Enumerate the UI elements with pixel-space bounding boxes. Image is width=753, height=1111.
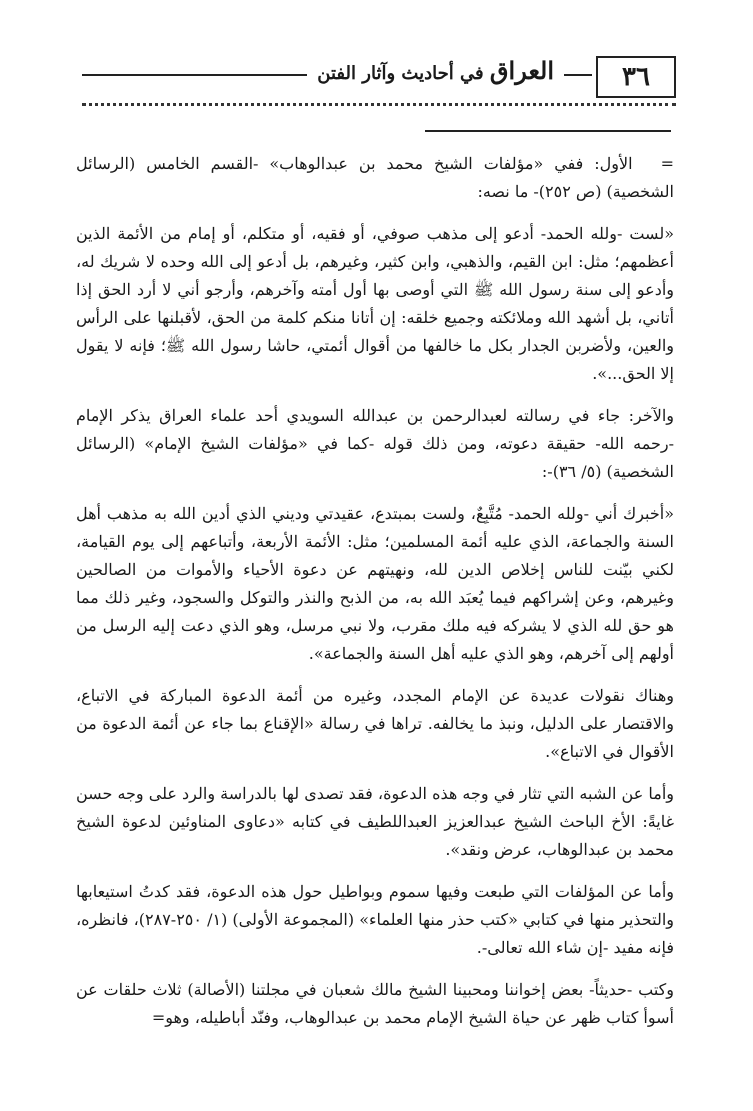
book-title xyxy=(307,56,564,85)
page-number: ٣٦ xyxy=(622,62,650,92)
paragraph: وكتب -حديثاً- بعض إخواننا ومحبينا الشيخ مالك شعبان في مجلتنا (الأصالة) ثلاث حلقات عن أسوأ كتاب ظهر عن حياة الشيخ الإمام محمد بن عبدالوهاب، وفنّد أباطيله، وهو= xyxy=(76,980,674,1027)
running-header xyxy=(82,52,676,102)
continuation-marker: = xyxy=(660,154,674,173)
page-number-box xyxy=(596,56,676,98)
paragraph: وهناك نقولات عديدة عن الإمام المجدد، وغيره من أئمة الدعوة المباركة في الاتباع، والاقتصار على الدليل، ونبذ ما يخالفه. تراها في رسالة «الإقناع بما جاء عن أئمة الدعوة من الأقوال في الاتباع». xyxy=(76,686,674,761)
footnote-continuation-rule xyxy=(425,130,671,132)
paragraph: والآخر: جاء في رسالته لعبدالرحمن بن عبدالله السويدي أحد علماء العراق يذكر الإمام -رحمه الله- حقيقة دعوته، ومن ذلك قوله -كما في «مؤلفات الشيخ الإمام» (الرسائل الشخصية) (٥/ ٣٦)-: xyxy=(76,406,674,481)
paragraph: وأما عن الشبه التي تثار في وجه هذه الدعوة، فقد تصدى لها بالدراسة والرد على وجه حسن غايةً: الأخ الباحث الشيخ عبدالعزيز العبداللطيف في كتابه «دعاوى المناوئين لدعوة الشيخ محمد بن عبدالوهاب، عرض ونقد». xyxy=(76,784,674,859)
quote-paragraph: «لست -ولله الحمد- أدعو إلى مذهب صوفي، أو فقيه، أو متكلم، أو إمام من الأئمة الذين أعظمهم؛ مثل: ابن القيم، والذهبي، وابن كثير، وغيرهم، بل أدعو إلى الله وحده لا شريك له، وأدعو إلى سنة رسول الله ﷺ التي أوصى بها أول أمته وآخرهم، وأرجو أني لا أرد الحق إذا أتاني، بل أشهد الله وملائكته وجميع خلقه: إن أتانا منكم كلمة من الحق، لأقبلنها على الرأس والعين، ولأضربن الجدار بكل ما خالفها من أقوال أئمتي، حاشا رسول الله ﷺ؛ فإنه لا يقول إلا الحق...». xyxy=(76,224,674,383)
dotted-separator xyxy=(82,103,676,120)
book-title-rest: في أحاديث وآثار الفتن xyxy=(317,63,484,84)
book-title-main: العراق xyxy=(489,56,554,85)
page-body xyxy=(76,150,674,1046)
paragraph-text: الأول: ففي «مؤلفات الشيخ محمد بن عبدالوهاب» -القسم الخامس (الرسائل الشخصية) (ص ٢٥٢)- ما نصه: xyxy=(76,154,674,201)
paragraph-first xyxy=(76,150,674,206)
quote-paragraph: «أخبرك أني -ولله الحمد- مُتَّبِعٌ، ولست بمبتدع، عقيدتي وديني الذي أدين الله به مذهب أهل السنة والجماعة، الذي عليه أئمة المسلمين؛ مثل: الأئمة الأربعة، وأتباعهم إلى يوم القيامة، لكني بيّنت للناس إخلاص الدين لله، ونهيتهم عن دعوة الأحياء والأموات من الصالحين وغيرهم، وعن إشراكهم فيما يُعبَد الله به، من الذبح والنذر والتوكل والسجود، وغير ذلك مما هو حق لله الذي لا يشركه فيه ملك مقرب، ولا نبي مرسل، وهو الذي دعت إليه الرسل من أولهم إلى آخرهم، وهو الذي عليه أهل السنة والجماعة». xyxy=(76,504,674,663)
paragraph: وأما عن المؤلفات التي طبعت وفيها سموم وبواطيل حول هذه الدعوة، فقد كدتُ استيعابها والتحذير منها في كتابي «كتب حذر منها العلماء» (المجموعة الأولى) (١/ ٢٥٠-٢٨٧)، فانظره، فإنه مفيد -إن شاء الله تعالى-. xyxy=(76,882,675,957)
